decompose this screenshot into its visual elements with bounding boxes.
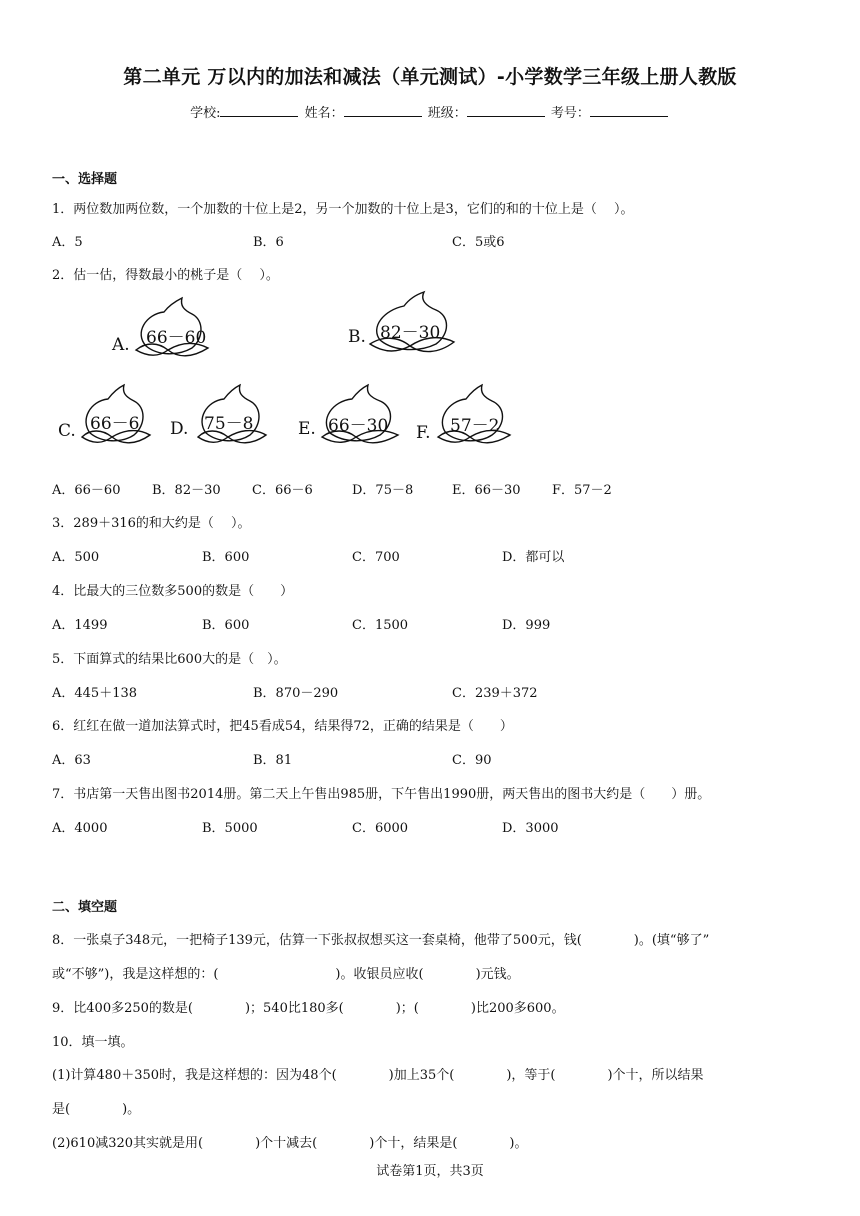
q7-option-d[interactable]: D．3000 (502, 821, 559, 836)
peach-a-letter: A. (112, 335, 130, 355)
peach-figure-svg (50, 290, 530, 460)
q3-option-b[interactable]: B．600 (202, 550, 250, 565)
school-blank[interactable] (220, 104, 298, 117)
section-heading-choice: 一、选择题 (52, 172, 118, 187)
question-7: 7．书店第一天售出图书2014册。第二天上午售出985册，下午售出1990册，两天售出的图书大约是（ ）册。 (52, 787, 711, 802)
q2-option-d[interactable]: D．75－8 (352, 483, 414, 498)
name-blank[interactable] (344, 104, 422, 117)
page-footer: 试卷第1页，共3页 (376, 1164, 484, 1179)
student-info-line (0, 102, 860, 121)
page-title: 第二单元 万以内的加法和减法（单元测试）-小学数学三年级上册人教版 (123, 66, 737, 88)
q1-option-c[interactable]: C．5或6 (452, 235, 505, 250)
q3-option-a[interactable]: A．500 (52, 550, 100, 565)
peach-c-letter: C. (58, 421, 76, 441)
q2-option-c[interactable]: C．66－6 (252, 483, 313, 498)
q4-option-d[interactable]: D．999 (502, 618, 551, 633)
peach-c-expr: 66－6 (90, 414, 140, 434)
question-10: 10．填一填。 (52, 1035, 134, 1050)
q2-option-e[interactable]: E．66－30 (452, 483, 521, 498)
q6-option-b[interactable]: B．81 (253, 753, 293, 768)
q5-option-b[interactable]: B．870－290 (253, 686, 339, 701)
q4-option-a[interactable]: A．1499 (52, 618, 108, 633)
question-10-2: (2)610减320其实就是用( )个十减去( )个十，结果是( )。 (52, 1136, 528, 1151)
question-4: 4．比最大的三位数多500的数是（ ） (52, 584, 294, 599)
q7-option-a[interactable]: A．4000 (52, 821, 108, 836)
question-10-1-line1: (1)计算480＋350时，我是这样想的：因为48个( )加上35个( )，等于( )个十，所以结果 (52, 1068, 704, 1083)
name-label: 姓名： (304, 106, 344, 121)
peach-f-letter: F. (416, 423, 431, 443)
school-label: 学校: (190, 106, 221, 121)
q7-option-c[interactable]: C．6000 (352, 821, 409, 836)
q4-option-c[interactable]: C．1500 (352, 618, 409, 633)
question-3: 3．289＋316的和大约是（ ）。 (52, 516, 251, 531)
q6-option-c[interactable]: C．90 (452, 753, 492, 768)
q2-option-b[interactable]: B．82－30 (152, 483, 221, 498)
exam-no-label: 考号： (550, 106, 590, 121)
q7-option-b[interactable]: B．5000 (202, 821, 258, 836)
q4-option-b[interactable]: B．600 (202, 618, 250, 633)
peach-d-letter: D. (170, 419, 189, 439)
q3-option-d[interactable]: D．都可以 (502, 550, 565, 565)
class-blank[interactable] (467, 104, 545, 117)
peach-b-expr: 82－30 (380, 323, 441, 343)
question-1: 1．两位数加两位数，一个加数的十位上是2，另一个加数的十位上是3，它们的和的十位上是（ ）。 (52, 202, 634, 217)
question-8-line2: 或“不够”)，我是这样想的：( )。收银员应收( )元钱。 (52, 967, 520, 982)
q2-option-f[interactable]: F．57－2 (552, 483, 612, 498)
peach-e-expr: 66－30 (328, 416, 389, 436)
class-label: 班级： (427, 106, 467, 121)
peach-d-expr: 75－8 (204, 414, 254, 434)
peach-f-expr: 57－2 (450, 416, 500, 436)
peach-a-expr: 66－60 (146, 328, 207, 348)
question-6: 6．红红在做一道加法算式时，把45看成54，结果得72，正确的结果是（ ） (52, 719, 513, 734)
question-5: 5．下面算式的结果比600大的是（ ）。 (52, 652, 287, 667)
q5-option-c[interactable]: C．239＋372 (452, 686, 538, 701)
section-heading-fill: 二、填空题 (52, 900, 118, 915)
q1-option-a[interactable]: A．5 (52, 235, 83, 250)
peach-b-letter: B. (348, 327, 366, 347)
q3-option-c[interactable]: C．700 (352, 550, 400, 565)
question-2: 2．估一估，得数最小的桃子是（ ）。 (52, 268, 279, 283)
q1-option-b[interactable]: B．6 (253, 235, 284, 250)
peach-e-letter: E. (298, 419, 316, 439)
exam-no-blank[interactable] (590, 104, 668, 117)
peach-figure (50, 290, 530, 464)
q2-option-a[interactable]: A．66－60 (52, 483, 121, 498)
q5-option-a[interactable]: A．445＋138 (52, 686, 138, 701)
q6-option-a[interactable]: A．63 (52, 753, 91, 768)
question-10-1-line2: 是( )。 (52, 1102, 141, 1117)
question-8-line1: 8．一张桌子348元，一把椅子139元，估算一下张叔叔想买这一套桌椅，他带了500元，钱( )。(填“够了” (52, 933, 710, 948)
question-9: 9．比400多250的数是( )；540比180多( )；( )比200多600。 (52, 1001, 565, 1016)
